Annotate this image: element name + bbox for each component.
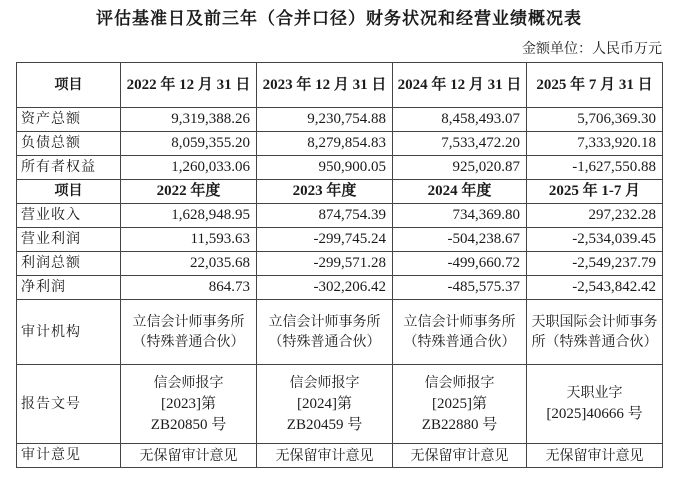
row-label: 营业收入	[17, 204, 121, 228]
value-cell: 7,333,920.18	[527, 132, 663, 156]
value-cell: 864.73	[121, 276, 257, 300]
auditor-cell: 立信会计师事务所（特殊普通合伙）	[257, 300, 393, 365]
balance-header-row	[17, 63, 663, 108]
value-cell: 950,900.05	[257, 156, 393, 180]
opinion-cell: 无保留审计意见	[393, 444, 527, 468]
header-period-cell: 2023 年度	[257, 180, 393, 204]
table-row	[17, 204, 663, 228]
value-cell: -485,575.37	[393, 276, 527, 300]
report-number-line: [2023]第	[161, 395, 216, 412]
row-label: 营业利润	[17, 228, 121, 252]
value-cell: -504,238.67	[393, 228, 527, 252]
value-cell: 8,059,355.20	[121, 132, 257, 156]
header-period-cell: 2025 年 1-7 月	[527, 180, 663, 204]
auditor-cell: 天职国际会计师事务所（特殊普通合伙）	[527, 300, 663, 365]
value-cell: 11,593.63	[121, 228, 257, 252]
report-number-line: ZB20850 号	[150, 416, 227, 433]
value-cell: 9,319,388.26	[121, 108, 257, 132]
header-date-cell: 2024 年 12 月 31 日	[393, 63, 527, 108]
report-number-cell	[527, 365, 663, 444]
value-cell: -299,745.24	[257, 228, 393, 252]
header-period-cell: 2024 年度	[393, 180, 527, 204]
report-number-line: [2025]40666 号	[546, 406, 643, 422]
header-period-cell: 2022 年度	[121, 180, 257, 204]
row-label: 资产总额	[17, 108, 121, 132]
report-number-cell	[257, 365, 393, 444]
financial-summary-table	[16, 62, 663, 468]
value-cell: 8,279,854.83	[257, 132, 393, 156]
row-label: 利润总额	[17, 252, 121, 276]
value-cell: 1,260,033.06	[121, 156, 257, 180]
report-number-line: 信会师报字	[424, 374, 495, 391]
value-cell: -302,206.42	[257, 276, 393, 300]
table-row	[17, 228, 663, 252]
header-item-cell: 项目	[17, 63, 121, 108]
audit-opinion-row	[17, 444, 663, 468]
report-number-line: [2025]第	[432, 395, 487, 412]
row-label: 审计机构	[17, 300, 121, 365]
table-row	[17, 108, 663, 132]
value-cell: 8,458,493.07	[393, 108, 527, 132]
value-cell: -499,660.72	[393, 252, 527, 276]
row-label: 报告文号	[17, 365, 121, 444]
header-date-cell: 2025 年 7 月 31 日	[527, 63, 663, 108]
value-cell: 7,533,472.20	[393, 132, 527, 156]
document-title: 评估基准日及前三年（合并口径）财务状况和经营业绩概况表	[96, 9, 582, 29]
table-row	[17, 252, 663, 276]
value-cell: 734,369.80	[393, 204, 527, 228]
value-cell: -2,543,842.42	[527, 276, 663, 300]
table-row	[17, 132, 663, 156]
auditor-row	[17, 300, 663, 365]
opinion-cell: 无保留审计意见	[121, 444, 257, 468]
row-label: 负债总额	[17, 132, 121, 156]
auditor-cell: 立信会计师事务所（特殊普通合伙）	[393, 300, 527, 365]
value-cell: 9,230,754.88	[257, 108, 393, 132]
value-cell: -299,571.28	[257, 252, 393, 276]
opinion-cell: 无保留审计意见	[527, 444, 663, 468]
opinion-cell: 无保留审计意见	[257, 444, 393, 468]
value-cell: -2,549,237.79	[527, 252, 663, 276]
report-number-line: 信会师报字	[289, 374, 360, 391]
header-date-cell: 2023 年 12 月 31 日	[257, 63, 393, 108]
report-number-line: [2024]第	[297, 395, 352, 412]
value-cell: 297,232.28	[527, 204, 663, 228]
value-cell: 22,035.68	[121, 252, 257, 276]
currency-unit-note: 金额单位：人民币万元	[522, 41, 662, 57]
table-row	[17, 156, 663, 180]
row-label: 净利润	[17, 276, 121, 300]
report-number-line: 天职业字	[566, 385, 623, 401]
income-header-row	[17, 180, 663, 204]
value-cell: -1,627,550.88	[527, 156, 663, 180]
row-label: 审计意见	[17, 444, 121, 468]
report-number-cell	[121, 365, 257, 444]
value-cell: 1,628,948.95	[121, 204, 257, 228]
value-cell: 874,754.39	[257, 204, 393, 228]
value-cell: -2,534,039.45	[527, 228, 663, 252]
header-item-cell: 项目	[17, 180, 121, 204]
auditor-cell: 立信会计师事务所（特殊普通合伙）	[121, 300, 257, 365]
report-number-line: ZB22880 号	[421, 416, 498, 433]
value-cell: 925,020.87	[393, 156, 527, 180]
report-number-line: 信会师报字	[153, 374, 224, 391]
report-number-row	[17, 365, 663, 444]
row-label: 所有者权益	[17, 156, 121, 180]
report-number-line: ZB20459 号	[286, 416, 363, 433]
table-row	[17, 276, 663, 300]
header-date-cell: 2022 年 12 月 31 日	[121, 63, 257, 108]
value-cell: 5,706,369.30	[527, 108, 663, 132]
report-number-cell	[393, 365, 527, 444]
